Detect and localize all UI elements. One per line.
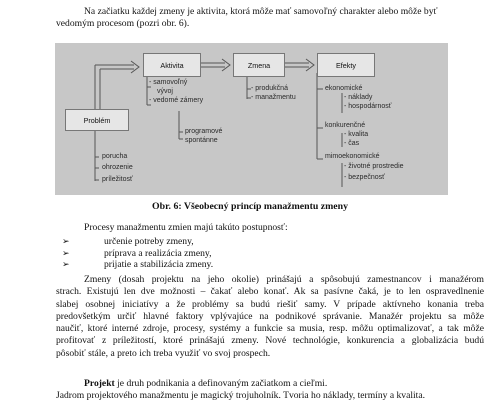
efekty-item-2: - náklady (344, 94, 373, 101)
step-text-2: príprava a realizácia zmeny, (104, 247, 212, 259)
arrow-bullet-icon: ➢ (62, 259, 70, 270)
projekt-term: Projekt (84, 378, 115, 389)
procesy-intro: Procesy manažmentu zmien majú takúto postupnosť: (84, 222, 288, 233)
box-zmena: Zmena (233, 53, 285, 77)
body-paragraph (56, 274, 484, 360)
step-text-3: prijatie a stabilizácia zmeny. (104, 259, 214, 271)
arrow-bullet-icon: ➢ (62, 247, 70, 258)
zmena-item-1: - produkčná (251, 85, 288, 92)
aktivita-item-3: - vedomé zámery (149, 97, 204, 104)
jadrom-line: Jadrom projektového manažmentu je magický trojuholník. Tvoria ho náklady, termíny a kvalita. (56, 390, 425, 401)
efekty-item-1: ekonomické (325, 85, 363, 92)
problem-item-3: príležitosť (102, 176, 133, 183)
zmena-item-2: - manažmentu (251, 94, 296, 101)
figure-caption: Obr. 6: Všeobecný princíp manažmentu zmeny (152, 201, 348, 212)
projekt-line (84, 378, 327, 390)
box-problem: Problém (65, 109, 129, 131)
efekty-item-3: - hospodárnosť (344, 103, 392, 110)
paragraph-line-4: predovšetkým určiť hlavné faktory vplývajúce na podnikové správanie. Manažér projektu sa môže (56, 310, 484, 322)
box-efekty: Efekty (317, 53, 375, 77)
paragraph-line-5: naučiť, ktoré interné zdroje, procesy, systémy a funkcie sa musia, resp. môžu optimalizovať, a tak môže (56, 323, 484, 335)
aktivita-item-2: vývoj (157, 88, 173, 95)
efekty-item-4: konkurenčné (325, 122, 366, 129)
efekty-item-5: - kvalita (344, 131, 369, 138)
paragraph-line-1: Zmeny (dosah projektu na jeho okolie) prinášajú a spôsobujú zamestnancov i manažérom (84, 274, 484, 285)
problem-item-1: porucha (102, 153, 128, 160)
paragraph-line-2: strach. Existujú len dve možnosti – čakať alebo konať. Ak sa pasívne čaká, je to len ospravedlnenie (56, 286, 484, 298)
vedome-sub-2: spontánne (185, 137, 218, 144)
paragraph-line-6: profitovať z príležitostí, ktoré prinášajú zmeny. Nové technológie, konkurencia a globalizácia budú (56, 335, 484, 347)
problem-item-2: ohrozenie (102, 164, 133, 171)
paragraph-line-3: slabej osobnej iniciatívy a že problémy sa budú riešiť samy. V prípade aktívneho konania treba (56, 298, 484, 310)
efekty-item-9: - bezpečnosť (344, 174, 385, 181)
projekt-definition: je druh podnikania a definovaným začiatkom a cieľmi. (114, 378, 328, 389)
intro-line-2: vedomým procesom (pozri obr. 6). (56, 18, 190, 29)
efekty-item-6: - čas (344, 140, 360, 147)
figure-change-management (55, 43, 448, 195)
efekty-item-8: - životné prostredie (344, 163, 404, 170)
step-text-1: určenie potreby zmeny, (104, 236, 194, 247)
arrow-bullet-icon: ➢ (62, 236, 70, 246)
vedome-sub-1: programové (185, 128, 223, 135)
box-aktivita: Aktivita (143, 53, 201, 77)
aktivita-item-1: - samovoľný (149, 79, 188, 86)
efekty-item-7: mimoekonomické (325, 153, 380, 160)
intro-line-1: Na začiatku každej zmeny je aktivita, ktorá môže mať samovoľný charakter alebo môže byť (84, 6, 438, 17)
paragraph-line-7: pôsobiť stále, a preto ich treba využiť vo svoj prospech. (56, 347, 271, 359)
